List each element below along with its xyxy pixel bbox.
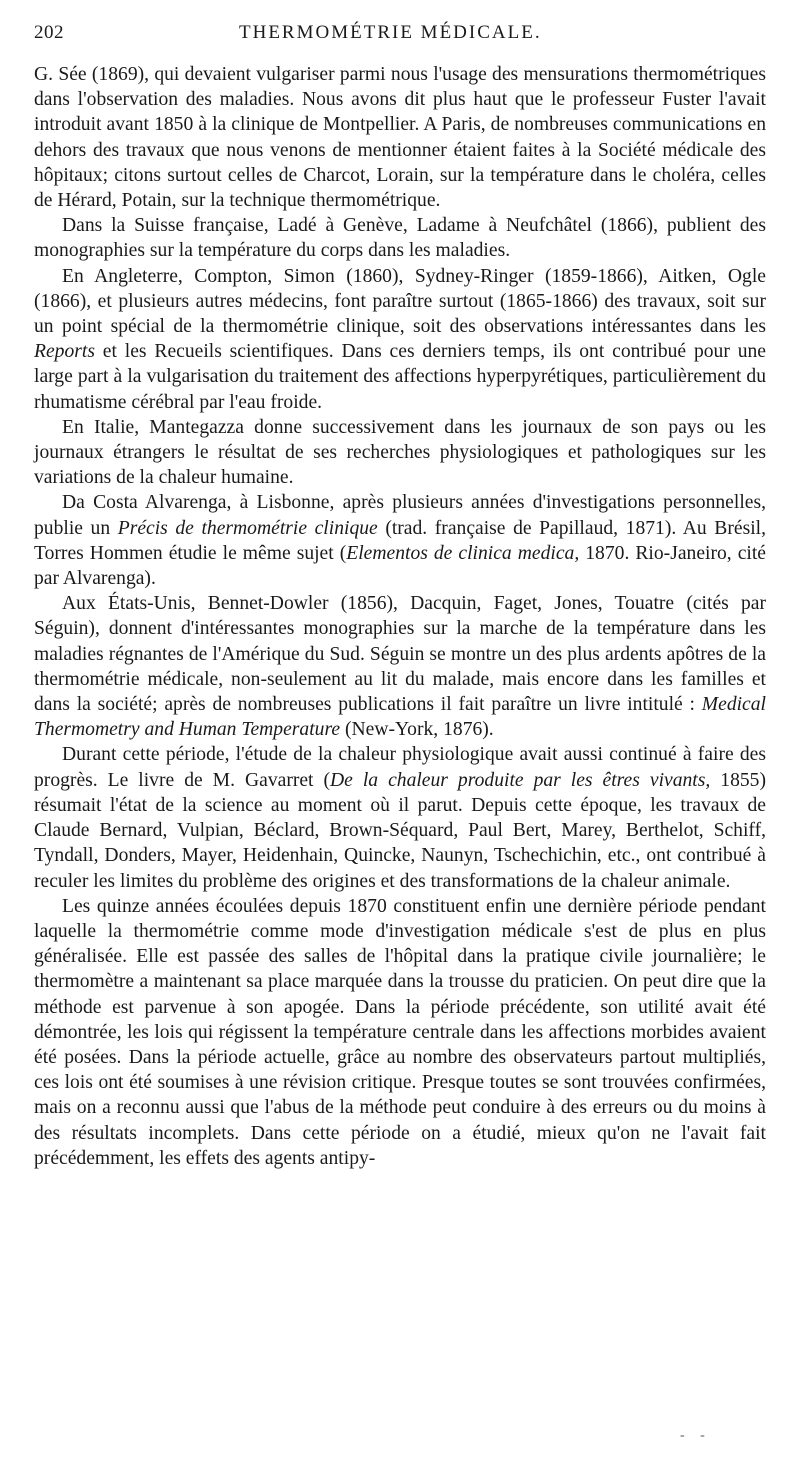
- page: [34, 22, 766, 1171]
- footer-mark: - -: [680, 1428, 711, 1443]
- paragraph: [34, 62, 766, 213]
- text-run: (trad. française de Papillaud, 1871). Au Brésil, Torres Hommen étudie le même sujet (: [34, 517, 766, 564]
- body-text: [34, 62, 766, 1171]
- paragraph: [34, 591, 766, 742]
- text-run: En Angleterre, Compton, Simon (1860), Sydney-Ringer (1859-1866), Aitken, Ogle (1866), et plusieurs autres médecins, font paraître surtout (1865-1866) des travaux, soit sur un point spécial de la thermométrie clinique, soit des observations intéressantes dans les: [34, 265, 766, 338]
- italic-title: Précis de thermométrie clinique: [117, 517, 378, 539]
- italic-title: De la chaleur produite par les êtres vivants,: [330, 769, 711, 791]
- running-header: [34, 22, 766, 62]
- paragraph: [34, 894, 766, 1171]
- text-run: (New-York, 1876).: [340, 719, 494, 741]
- text-run: En Italie, Mantegazza donne successivement dans les journaux de son pays ou les journaux étrangers le résultat de ses recherches physiologiques et pathologiques sur les variations de la chaleur humaine.: [34, 416, 766, 489]
- text-run: G. Sée (1869), qui devaient vulgariser parmi nous l'usage des mensurations thermométriques dans l'observation des maladies. Nous avons dit plus haut que le professeur Fuster l'avait introduit avant 1850 à la clinique de Montpellier. A Paris, de nombreuses communications en dehors des travaux que nous venons de mentionner étaient faites à la Société médicale des hôpitaux; citons surtout celles de Charcot, Lorain, sur la température dans le choléra, celles de Hérard, Potain, sur la technique thermométrique.: [34, 64, 766, 212]
- text-run: Durant cette période, l'étude de la chaleur physiologique avait aussi continué à faire des progrès. Le livre de M. Gavarret (: [34, 744, 766, 791]
- text-run: 1870. Rio-Janeiro, cité par Alvarenga).: [34, 542, 766, 590]
- text-run: Les quinze années écoulées depuis 1870 constituent enfin une dernière période pendant laquelle la thermométrie comme mode d'investigation médicale s'est de plus en plus généralisée. Elle est passée des salles de l'hôpital dans la pratique civile journalière; le thermomètre a maintenant sa place marquée dans la trousse du praticien. On peut dire que la méthode est parvenue à son apogée. Dans la période précédente, son utilité avait été démontrée, les lois qui régissent la température centrale dans les affections morbides avaient été posées. Dans la période actuelle, grâce au nombre des observateurs partout multipliés, ces lois ont été soumises à une révision critique. Presque toutes se sont trouvées confirmées, mais on a reconnu aussi que l'abus de la méthode peut conduire à des erreurs ou du moins à des résultats incomplets. Dans cette période on a étudié, mieux qu'on ne l'avait fait précédemment, les effets des agents antipy-: [34, 895, 766, 1169]
- text-run: Aux États-Unis, Bennet-Dowler (1856), Dacquin, Faget, Jones, Touatre (cités par Séguin), donnent d'intéressantes monographies sur la marche de la température dans les maladies régnantes de l'Amérique du Sud. Séguin se montre un des plus ardents apôtres de la thermométrie médicale, non-seulement au lit du malade, mais encore dans les familles et dans la société; après de nombreuses publications il fait paraître un livre intitulé :: [34, 593, 766, 716]
- italic-title: Medical Thermometry and Human Temperature: [34, 694, 766, 741]
- running-title: THERMOMÉTRIE MÉDICALE.: [239, 22, 542, 43]
- paragraph: [34, 415, 766, 491]
- paragraph: [34, 264, 766, 415]
- paragraph: [34, 490, 766, 591]
- paragraph: [34, 742, 766, 893]
- text-run: 1855) résumait l'état de la science au moment où il parut. Depuis cette époque, les travaux de Claude Bernard, Vulpian, Béclard, Brown-Séquard, Paul Bert, Marey, Berthelot, Schiff, Tyndall, Donders, Mayer, Heidenhain, Quincke, Naunyn, Tschechichin, etc., ont contribué à reculer les limites du problème des origines et des transformations de la chaleur animale.: [34, 769, 766, 892]
- paragraph: [34, 213, 766, 263]
- text-run: Dans la Suisse française, Ladé à Genève, Ladame à Neufchâtel (1866), publient des monographies sur la température du corps dans les maladies.: [34, 215, 766, 262]
- italic-title: Elementos de clinica medica,: [346, 542, 580, 564]
- text-run: Da Costa Alvarenga, à Lisbonne, après plusieurs années d'investigations personnelles, publie un: [34, 492, 766, 539]
- text-run: et les Recueils scientifiques. Dans ces derniers temps, ils ont contribué pour une large part à la vulgarisation du traitement des affections hyperpyrétiques, particulièrement du rhumatisme cérébral par l'eau froide.: [34, 341, 766, 413]
- italic-title: Reports: [34, 341, 95, 363]
- page-number: 202: [34, 22, 64, 43]
